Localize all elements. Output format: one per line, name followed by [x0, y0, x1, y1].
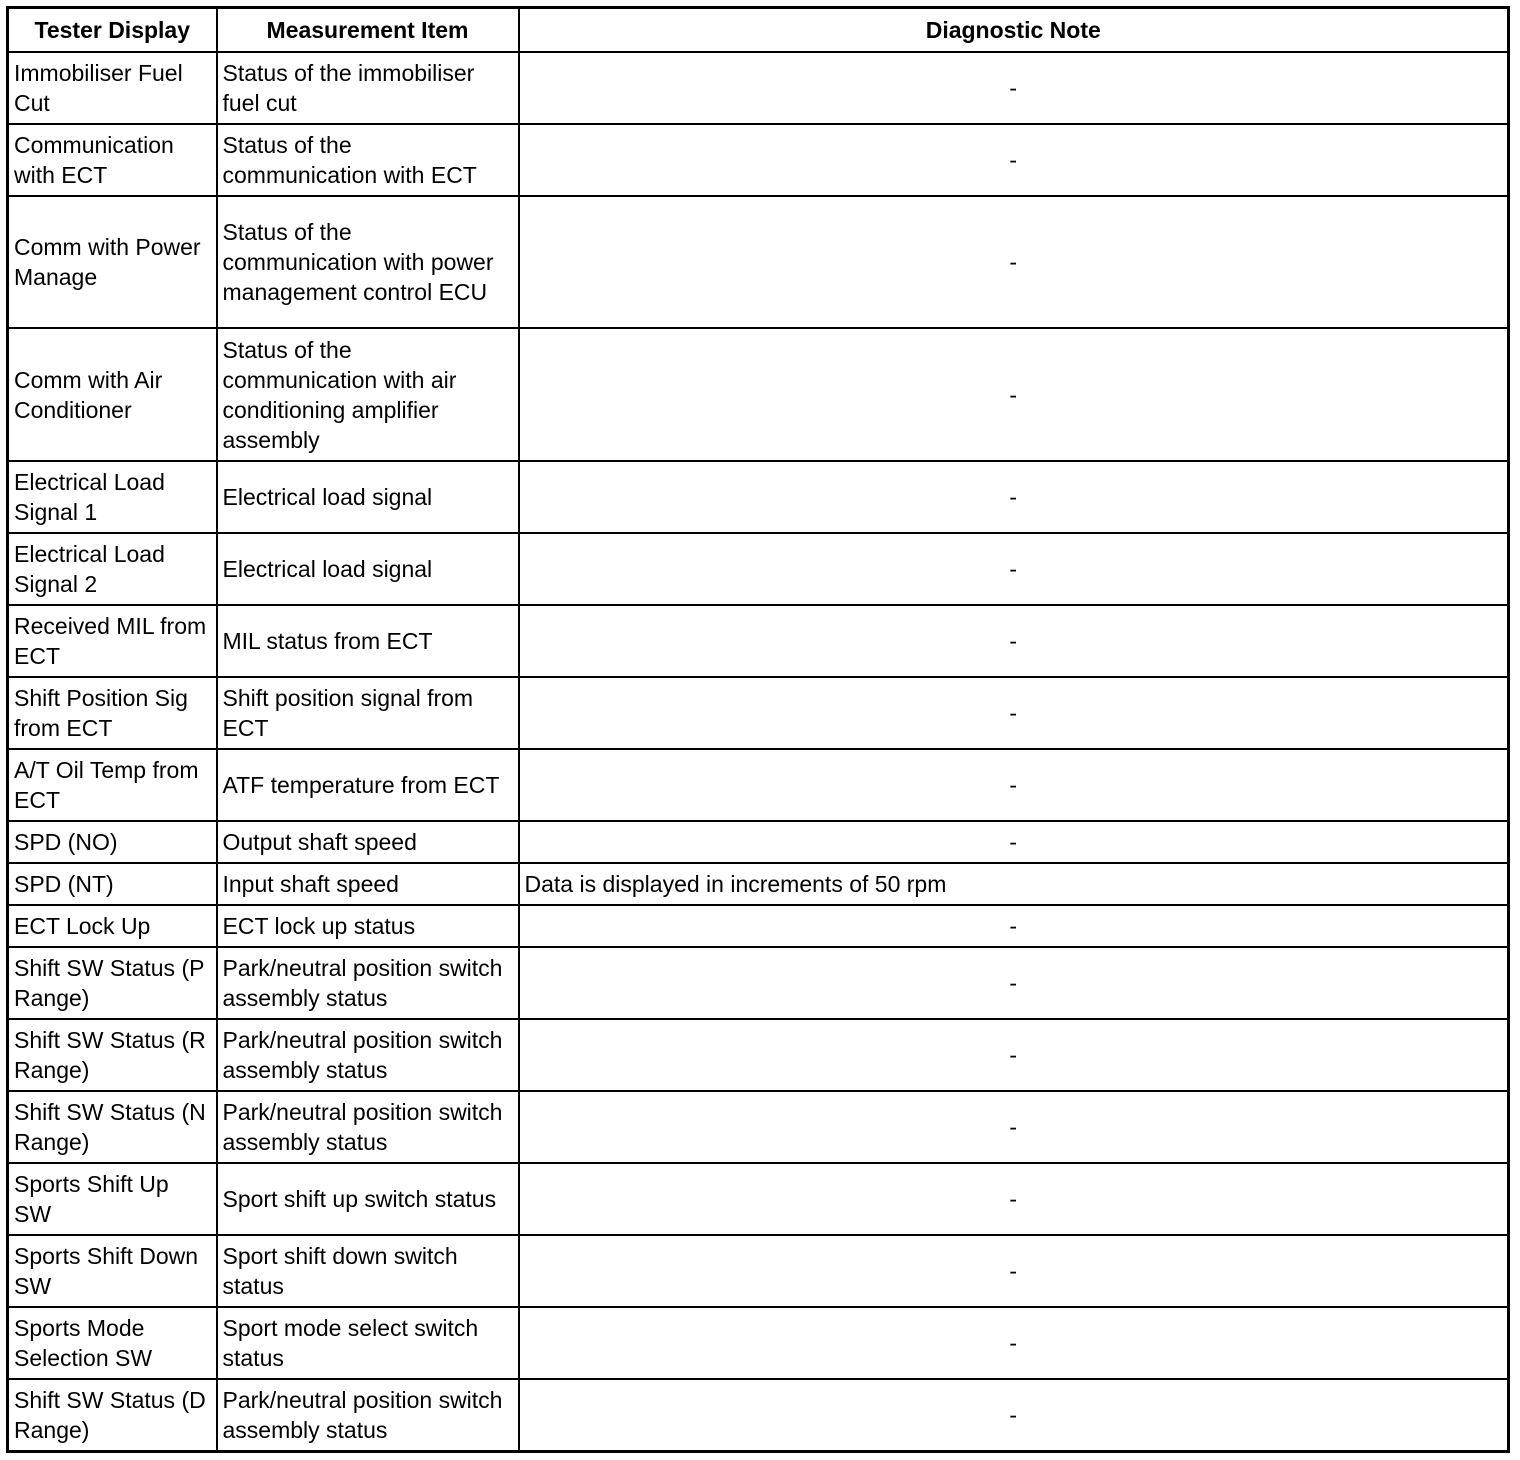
measurement-item-cell: Status of the communication with power management control ECU [217, 196, 519, 328]
header-tester-display: Tester Display [8, 8, 217, 53]
diagnostic-data-table [6, 6, 1510, 1453]
tester-display-cell: Sports Shift Down SW [8, 1235, 217, 1307]
diagnostic-note-cell: - [519, 461, 1509, 533]
diagnostic-note-cell: - [519, 1091, 1509, 1163]
tester-display-cell: Electrical Load Signal 1 [8, 461, 217, 533]
table-row [8, 461, 1509, 533]
table-row [8, 1091, 1509, 1163]
measurement-item-cell: Park/neutral position switch assembly status [217, 947, 519, 1019]
diagnostic-note-cell: - [519, 1163, 1509, 1235]
measurement-item-cell: Park/neutral position switch assembly status [217, 1019, 519, 1091]
measurement-item-cell: Status of the immobiliser fuel cut [217, 52, 519, 124]
diagnostic-note-cell: Data is displayed in increments of 50 rpm [519, 863, 1509, 905]
tester-display-cell: Sports Shift Up SW [8, 1163, 217, 1235]
diagnostic-table-container [6, 6, 1510, 1453]
diagnostic-note-cell: - [519, 749, 1509, 821]
header-measurement-item: Measurement Item [217, 8, 519, 53]
diagnostic-note-cell: - [519, 124, 1509, 196]
table-row [8, 677, 1509, 749]
measurement-item-cell: ATF temperature from ECT [217, 749, 519, 821]
measurement-item-cell: Sport mode select switch status [217, 1307, 519, 1379]
tester-display-cell: SPD (NT) [8, 863, 217, 905]
diagnostic-note-cell: - [519, 605, 1509, 677]
measurement-item-cell: Status of the communication with air conditioning amplifier assembly [217, 328, 519, 461]
tester-display-cell: Shift SW Status (D Range) [8, 1379, 217, 1451]
table-row [8, 1019, 1509, 1091]
table-row [8, 749, 1509, 821]
tester-display-cell: A/T Oil Temp from ECT [8, 749, 217, 821]
table-row [8, 821, 1509, 863]
diagnostic-note-cell: - [519, 1019, 1509, 1091]
tester-display-cell: Comm with Power Manage [8, 196, 217, 328]
table-row [8, 947, 1509, 1019]
table-row [8, 328, 1509, 461]
header-diagnostic-note: Diagnostic Note [519, 8, 1509, 53]
tester-display-cell: Electrical Load Signal 2 [8, 533, 217, 605]
tester-display-cell: Immobiliser Fuel Cut [8, 52, 217, 124]
tester-display-cell: Shift Position Sig from ECT [8, 677, 217, 749]
table-row [8, 124, 1509, 196]
diagnostic-note-cell: - [519, 328, 1509, 461]
table-row [8, 533, 1509, 605]
measurement-item-cell: Shift position signal from ECT [217, 677, 519, 749]
measurement-item-cell: Output shaft speed [217, 821, 519, 863]
table-row [8, 605, 1509, 677]
measurement-item-cell: Status of the communication with ECT [217, 124, 519, 196]
diagnostic-note-cell: - [519, 1379, 1509, 1451]
measurement-item-cell: ECT lock up status [217, 905, 519, 947]
table-row [8, 196, 1509, 328]
tester-display-cell: SPD (NO) [8, 821, 217, 863]
diagnostic-note-cell: - [519, 1307, 1509, 1379]
measurement-item-cell: Park/neutral position switch assembly status [217, 1379, 519, 1451]
diagnostic-note-cell: - [519, 52, 1509, 124]
tester-display-cell: Communication with ECT [8, 124, 217, 196]
tester-display-cell: Received MIL from ECT [8, 605, 217, 677]
table-row [8, 1235, 1509, 1307]
tester-display-cell: Shift SW Status (P Range) [8, 947, 217, 1019]
table-row [8, 863, 1509, 905]
diagnostic-note-cell: - [519, 947, 1509, 1019]
table-row [8, 1307, 1509, 1379]
measurement-item-cell: Sport shift down switch status [217, 1235, 519, 1307]
tester-display-cell: Sports Mode Selection SW [8, 1307, 217, 1379]
measurement-item-cell: Electrical load signal [217, 533, 519, 605]
diagnostic-note-cell: - [519, 196, 1509, 328]
tester-display-cell: ECT Lock Up [8, 905, 217, 947]
table-row [8, 52, 1509, 124]
measurement-item-cell: Electrical load signal [217, 461, 519, 533]
measurement-item-cell: MIL status from ECT [217, 605, 519, 677]
diagnostic-note-cell: - [519, 821, 1509, 863]
diagnostic-note-cell: - [519, 533, 1509, 605]
measurement-item-cell: Sport shift up switch status [217, 1163, 519, 1235]
tester-display-cell: Shift SW Status (R Range) [8, 1019, 217, 1091]
measurement-item-cell: Input shaft speed [217, 863, 519, 905]
table-row [8, 1163, 1509, 1235]
diagnostic-note-cell: - [519, 677, 1509, 749]
tester-display-cell: Shift SW Status (N Range) [8, 1091, 217, 1163]
table-header-row [8, 8, 1509, 53]
diagnostic-note-cell: - [519, 1235, 1509, 1307]
table-row [8, 905, 1509, 947]
table-row [8, 1379, 1509, 1451]
tester-display-cell: Comm with Air Conditioner [8, 328, 217, 461]
measurement-item-cell: Park/neutral position switch assembly status [217, 1091, 519, 1163]
diagnostic-note-cell: - [519, 905, 1509, 947]
